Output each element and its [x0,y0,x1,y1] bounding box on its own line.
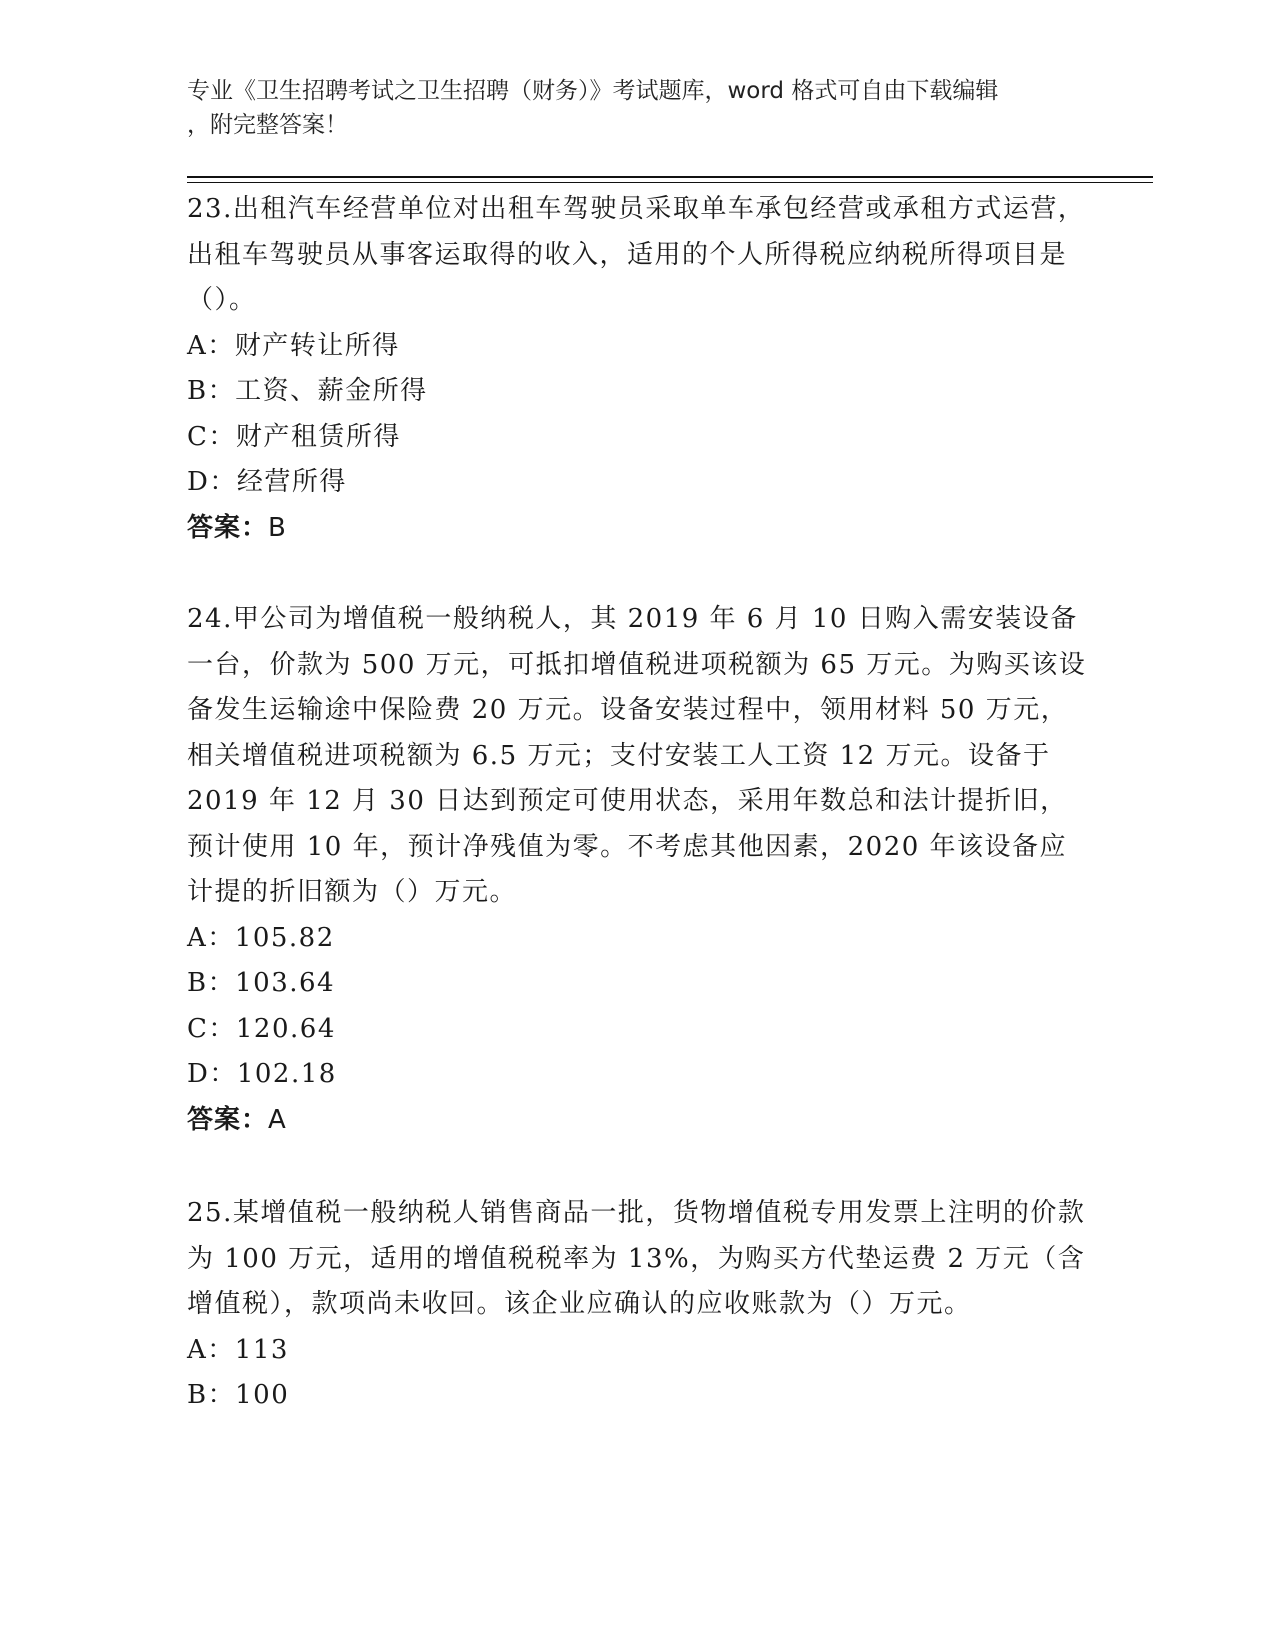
option-list [187,1328,1087,1419]
option-a: A：105.82 [187,922,335,953]
option-d: D：经营所得 [187,467,347,497]
header-line-1: 专业《卫生招聘考试之卫生招聘（财务）》考试题库，word 格式可自由下载编辑 [187,78,999,104]
header-rule [187,176,1153,178]
document-header [187,74,1077,142]
answer [187,506,1087,552]
question-stem: 24.甲公司为增值税一般纳税人，其 2019 年 6 月 10 日购入需安装设备一台，价款为 500 万元，可抵扣增值税进项税额为 65 万元。为购买该设备发生运输途中保险费 20 万元。设备安装过程中，领用材料 50 万元，相关增值税进项税额为 6.5 万元；支付安装工人工资 12 万元。设备于 2019 年 12 月 30 日达到预定可使用状态，采用年数总和法计提折旧，预计使用 10 年，预计净残值为零。不考虑其他因素，2020 年该设备应计提的折旧额为（）万元。 [187,604,1087,907]
question-24 [187,597,1087,1143]
option-list [187,916,1087,1098]
question-23 [187,187,1087,551]
option-b: B：100 [187,1380,290,1410]
option-a: A：113 [187,1334,289,1365]
option-b: B：103.64 [187,968,336,998]
header-line-2: ，附完整答案！ [187,112,348,138]
option-c: C：120.64 [187,1013,336,1044]
answer-value: B [268,512,287,543]
question-stem: 25.某增值税一般纳税人销售商品一批，货物增值税专用发票上注明的价款为 100 万元，适用的增值税税率为 13%，为购买方代垫运费 2 万元（含增值税），款项尚未收回。该企业应确认的应收账款为（）万元。 [187,1198,1086,1319]
question-stem: 23.出租汽车经营单位对出租车驾驶员采取单车承包经营或承租方式运营，出租车驾驶员从事客运取得的收入，适用的个人所得税应纳税所得项目是（）。 [187,194,1086,315]
option-c: C：财产租赁所得 [187,421,401,452]
answer-value: A [268,1104,287,1135]
option-d: D：102.18 [187,1059,337,1089]
answer-label: 答案： [187,512,269,543]
option-b: B：工资、薪金所得 [187,376,428,406]
option-a: A：财产转让所得 [187,330,400,361]
answer [187,1098,1087,1144]
header-rule-thin [187,182,1153,183]
option-list [187,324,1087,506]
answer-label: 答案： [187,1104,269,1135]
question-25 [187,1191,1087,1419]
